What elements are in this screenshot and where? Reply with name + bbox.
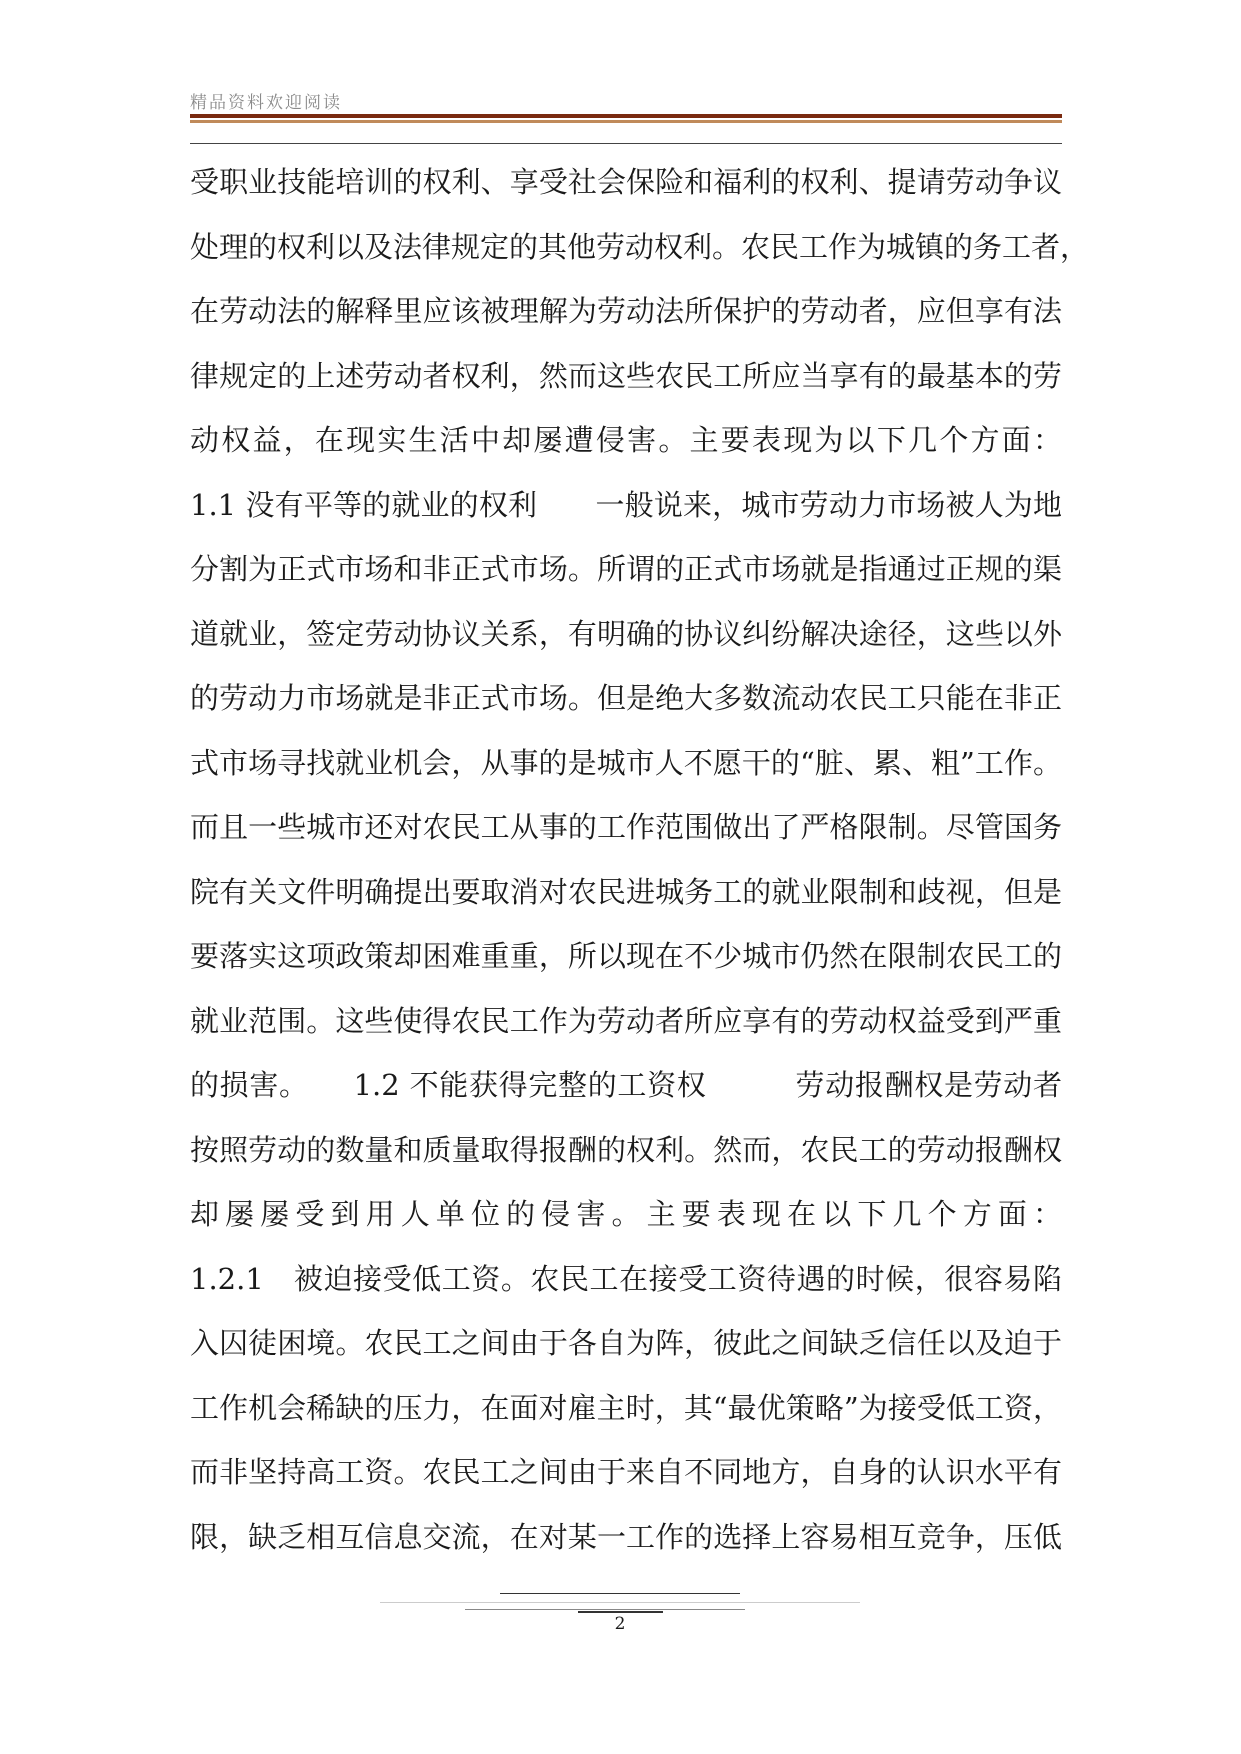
document-body	[190, 150, 1090, 1569]
footer-rule	[465, 1609, 745, 1610]
text-line: 1.1 没有平等的就业的权利 一般说来，城市劳动力市场被人为地	[190, 487, 1062, 522]
text-line: 处理的权利以及法律规定的其他劳动权利。农民工作为城镇的务工者，	[190, 229, 1090, 264]
footer-rule	[380, 1602, 860, 1603]
text-line: 道就业，签定劳动协议关系，有明确的协议纠纷解决途径，这些以外	[190, 616, 1062, 651]
header-divider	[190, 143, 1062, 144]
header-rule	[190, 114, 1062, 118]
text-line: 受职业技能培训的权利、享受社会保险和福利的权利、提请劳动争议	[190, 165, 1062, 199]
text-line: 动权益，在现实生活中却屡遭侵害。主要表现为以下几个方面：	[190, 423, 1062, 457]
footer-rule	[500, 1593, 740, 1594]
text-line: 入囚徒困境。农民工之间由于各自为阵，彼此之间缺乏信任以及迫于	[190, 1326, 1062, 1360]
header-rule-accent	[190, 120, 1062, 123]
text-line: 限，缺乏相互信息交流，在对某一工作的选择上容易相互竞争，压低	[190, 1519, 1062, 1554]
text-line: 式市场寻找就业机会，从事的是城市人不愿干的“脏、累、粗”工作。	[190, 745, 1062, 780]
text-line: 在劳动法的解释里应该被理解为劳动法所保护的劳动者，应但享有法	[190, 294, 1062, 328]
text-line: 分割为正式市场和非正式市场。所谓的正式市场就是指通过正规的渠	[190, 552, 1062, 586]
text-line: 要落实这项政策却困难重重，所以现在不少城市仍然在限制农民工的	[190, 939, 1062, 973]
footer-rule	[578, 1611, 663, 1613]
text-line: 而非坚持高工资。农民工之间由于来自不同地方，自身的认识水平有	[190, 1455, 1062, 1489]
text-line: 却屡屡受到用人单位的侵害。主要表现在以下几个方面：	[190, 1197, 1062, 1231]
text-line: 工作机会稀缺的压力，在面对雇主时，其“最优策略”为接受低工资，	[190, 1390, 1062, 1425]
text-line: 的劳动力市场就是非正式市场。但是绝大多数流动农民工只能在非正	[190, 681, 1062, 715]
text-line: 而且一些城市还对农民工从事的工作范围做出了严格限制。尽管国务	[190, 810, 1062, 844]
page-number: 2	[614, 1614, 626, 1634]
text-line: 的损害。 1.2 不能获得完整的工资权 劳动报酬权是劳动者	[190, 1068, 1062, 1102]
text-line: 按照劳动的数量和质量取得报酬的权利。然而，农民工的劳动报酬权	[190, 1132, 1062, 1167]
text-line: 院有关文件明确提出要取消对农民进城务工的就业限制和歧视，但是	[190, 874, 1062, 909]
text-line: 就业范围。这些使得农民工作为劳动者所应享有的劳动权益受到严重	[190, 1003, 1062, 1038]
text-line: 律规定的上述劳动者权利，然而这些农民工所应当享有的最基本的劳	[190, 358, 1062, 393]
header-text: 精品资料欢迎阅读	[190, 93, 342, 113]
text-line: 1.2.1 被迫接受低工资。农民工在接受工资待遇的时候，很容易陷	[190, 1261, 1062, 1296]
